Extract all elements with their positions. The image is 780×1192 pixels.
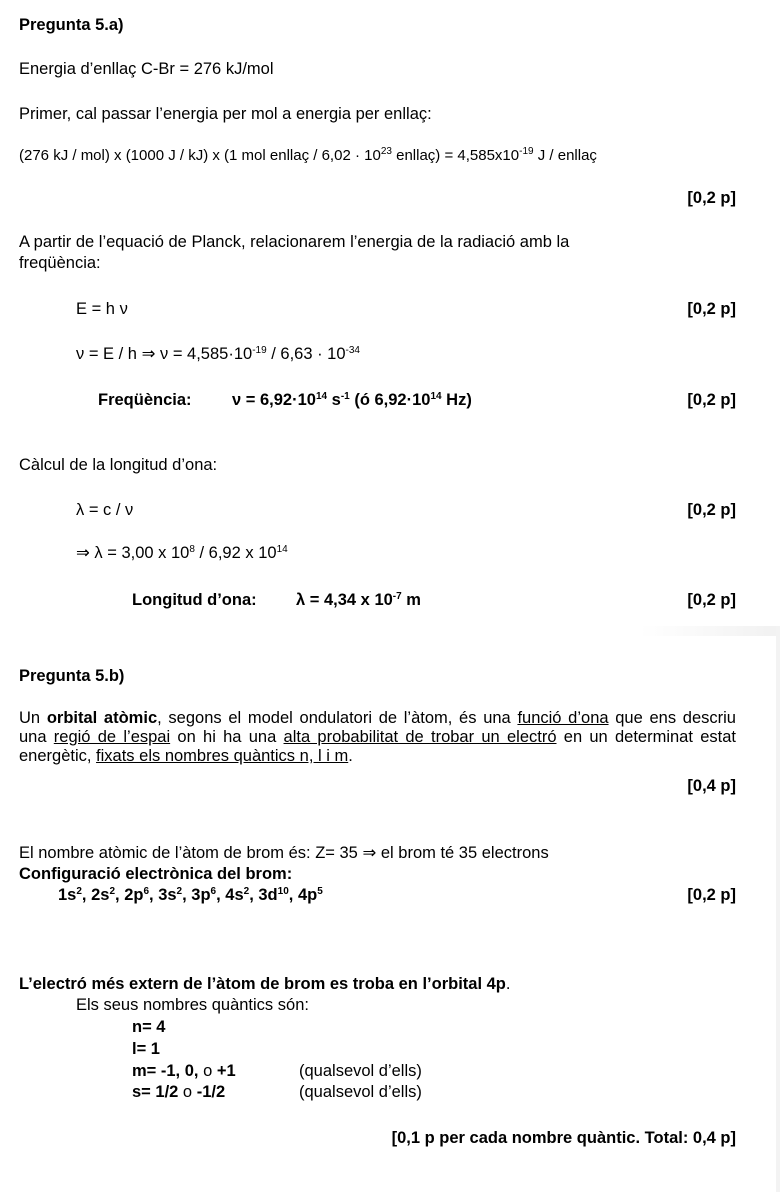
config-orbital: 1s xyxy=(58,886,77,904)
score-6: [0,4 p] xyxy=(687,777,736,795)
def-text-1: Un xyxy=(19,709,47,727)
quantum-m xyxy=(132,1061,236,1081)
config-orbital: 2s xyxy=(91,886,110,904)
config-electrons: 6 xyxy=(143,886,150,897)
planck-equation: E = h ν xyxy=(76,300,128,318)
config-electrons: 2 xyxy=(76,886,82,897)
len-text-a: λ = 4,34 x 10 xyxy=(296,591,393,609)
conv-exp-1: 23 xyxy=(380,146,392,157)
config-electrons: 10 xyxy=(277,886,289,897)
nu-text-a: ν = E / h ⇒ ν = 4,585·10 xyxy=(76,345,253,363)
outer-electron-end: . xyxy=(505,975,511,993)
lam-exp-2: 14 xyxy=(276,544,288,555)
config-title: Configuració electrònica del brom: xyxy=(19,865,293,883)
quantum-m-note: (qualsevol d’ells) xyxy=(299,1062,422,1080)
config-electrons: 2 xyxy=(176,886,183,897)
score-2: [0,2 p] xyxy=(687,300,736,318)
bond-energy-line: Energia d’enllaç C-Br = 276 kJ/mol xyxy=(19,60,274,78)
config-orbital: 3p xyxy=(191,886,211,904)
quantum-s xyxy=(132,1082,225,1102)
quantum-l: l= 1 xyxy=(132,1040,160,1058)
def-text-4: on hi ha una xyxy=(170,728,284,746)
config-separator: , xyxy=(81,886,92,904)
intro-line: Primer, cal passar l’energia per mol a energia per enllaç: xyxy=(19,105,432,123)
config-orbital: 2p xyxy=(124,886,144,904)
config-electrons: 2 xyxy=(109,886,116,897)
conv-text-b: enllaç) = 4,585x10 xyxy=(391,147,520,164)
score-3: [0,2 p] xyxy=(687,391,736,409)
conv-text-c: J / enllaç xyxy=(533,147,597,164)
wavelength-label: Longitud d’ona: xyxy=(132,591,257,609)
len-text-b: m xyxy=(401,591,421,609)
conv-exp-2: -19 xyxy=(519,146,534,157)
def-text-2: , segons el model ondulatori de l’àtom, és una xyxy=(157,709,518,727)
def-text-3: que ens descriu una xyxy=(19,709,736,746)
electron-configuration xyxy=(58,885,323,905)
freq-text-b: s xyxy=(327,391,341,409)
def-text-6: . xyxy=(348,747,353,765)
freq-exp-2: -1 xyxy=(340,391,350,402)
s-b: -1/2 xyxy=(196,1083,226,1101)
config-electrons: 5 xyxy=(317,886,323,897)
wavelength-result xyxy=(296,590,421,610)
quantum-numbers-intro: Els seus nombres quàntics són: xyxy=(76,996,309,1014)
nu-exp-1: -19 xyxy=(252,345,267,356)
freq-text-a: ν = 6,92·10 xyxy=(232,391,316,409)
planck-line-1: A partir de l’equació de Planck, relacionarem l’energia de la radiació amb la xyxy=(19,233,570,251)
freq-text-c: (ó 6,92·10 xyxy=(349,391,431,409)
def-underline-3: alta probabilitat de trobar un electró xyxy=(283,728,557,746)
nu-text-b: / 6,63 · 10 xyxy=(266,345,346,363)
score-5: [0,2 p] xyxy=(687,591,736,609)
config-orbital: 4p xyxy=(297,886,318,904)
freq-exp-1: 14 xyxy=(315,391,328,402)
wavelength-intro: Càlcul de la longitud d’ona: xyxy=(19,456,218,474)
freq-exp-3: 14 xyxy=(430,391,442,402)
atomic-number-line: El nombre atòmic de l’àtom de brom és: Z= 35 ⇒ el brom té 35 electrons xyxy=(19,844,549,862)
s-or: o xyxy=(178,1083,197,1101)
config-separator: , xyxy=(182,886,192,904)
config-separator: , xyxy=(149,886,159,904)
config-orbital: 3s xyxy=(158,886,177,904)
lam-exp-1: 8 xyxy=(189,544,195,555)
m-b: +1 xyxy=(216,1062,236,1080)
lam-text-b: / 6,92 x 10 xyxy=(194,544,277,562)
outer-electron-bold: L’electró més extern de l’àtom de brom es troba en l’orbital 4p xyxy=(19,975,506,993)
nu-exp-2: -34 xyxy=(345,345,360,356)
frequency-calc xyxy=(76,344,360,364)
frequency-result xyxy=(232,390,472,410)
m-or: o xyxy=(198,1062,217,1080)
def-underline-4: fixats els nombres quàntics n, l i m xyxy=(96,747,349,765)
page-divider xyxy=(0,626,780,636)
final-score: [0,1 p per cada nombre quàntic. Total: 0,4 p] xyxy=(391,1129,736,1147)
config-electrons: 2 xyxy=(243,886,250,897)
orbital-definition xyxy=(19,709,736,766)
outer-electron-line xyxy=(19,974,510,994)
config-electrons: 6 xyxy=(210,886,217,897)
def-bold-term: orbital atòmic xyxy=(46,709,158,727)
page-edge xyxy=(776,626,780,1192)
config-separator: , xyxy=(288,886,298,904)
config-orbital: 4s xyxy=(225,886,244,904)
config-orbital: 3d xyxy=(258,886,278,904)
def-underline-2: regió de l’espai xyxy=(53,728,171,746)
def-text-5: en un determinat estat energètic, xyxy=(19,728,736,765)
conversion-line xyxy=(19,146,597,166)
lambda-equation: λ = c / ν xyxy=(76,501,134,519)
quantum-n: n= 4 xyxy=(132,1018,166,1036)
m-a: m= -1, 0, xyxy=(132,1062,199,1080)
freq-text-d: Hz) xyxy=(441,391,472,409)
score-7: [0,2 p] xyxy=(687,886,736,904)
def-underline-1: funció d’ona xyxy=(517,709,609,727)
lam-text-a: ⇒ λ = 3,00 x 10 xyxy=(76,544,190,562)
quantum-s-note: (qualsevol d’ells) xyxy=(299,1083,422,1101)
frequency-label: Freqüència: xyxy=(98,391,192,409)
score-1: [0,2 p] xyxy=(687,189,736,207)
s-a: s= 1/2 xyxy=(132,1083,179,1101)
config-separator: , xyxy=(249,886,259,904)
score-4: [0,2 p] xyxy=(687,501,736,519)
planck-line-2: freqüència: xyxy=(19,254,101,272)
config-separator: , xyxy=(115,886,125,904)
conv-text-a: (276 kJ / mol) x (1000 J / kJ) x (1 mol enllaç / 6,02 · 10 xyxy=(19,147,381,164)
config-separator: , xyxy=(216,886,226,904)
lambda-calc xyxy=(76,543,288,563)
heading-5a: Pregunta 5.a) xyxy=(19,16,124,34)
len-exp: -7 xyxy=(392,591,402,602)
heading-5b: Pregunta 5.b) xyxy=(19,667,125,685)
